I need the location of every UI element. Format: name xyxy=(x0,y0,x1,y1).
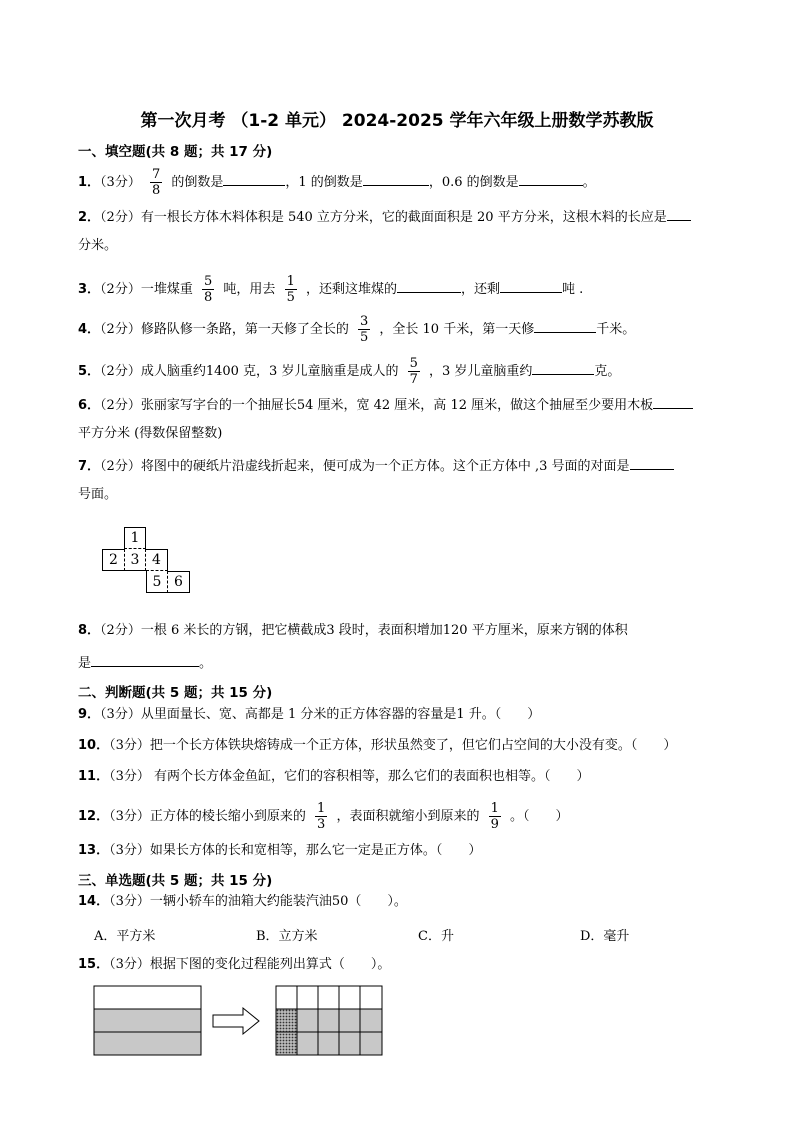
question-10: 10．（3分）把一个长方体铁块熔铸成一个正方体，形状虽然变了，但它们占空间的大小没有变。（ ） xyxy=(78,738,677,753)
fraction: $\frac{3}{5}$ xyxy=(359,314,369,345)
question-1: 1．（3分） $\frac{7}{8}$ 的倒数是 ，1 的倒数是 ，0.6 的倒数是 。 xyxy=(78,167,596,198)
net-face-3: 3 xyxy=(124,549,146,571)
option-b[interactable]: B．立方米 xyxy=(256,929,318,944)
question-8-cont: 是 。 xyxy=(78,652,212,674)
answer-blank[interactable] xyxy=(653,394,693,409)
question-8: 8．（2分）一根 6 米长的方钢，把它横截成3 段时，表面积增加120 平方厘米，原来方钢的体积 xyxy=(78,623,628,638)
cube-net-figure xyxy=(102,527,202,599)
fraction: $\frac{1}{5}$ xyxy=(286,274,295,305)
answer-blank[interactable] xyxy=(91,652,199,667)
question-5: 5．（2分）成人脑重约1400 克，3 岁儿童脑重是成人的 $\frac{5}{7}$ ，3 岁儿童脑重约 克。 xyxy=(78,356,621,387)
net-face-1: 1 xyxy=(124,527,146,549)
question-11: 11．（3分） 有两个长方体金鱼缸，它们的容积相等，那么它们的表面积也相等。（ ） xyxy=(78,769,590,784)
question-12: 12．（3分）正方体的棱长缩小到原来的 $\frac{1}{3}$ ，表面积就缩小到原来的 $\frac{1}{9}$ 。（ ） xyxy=(78,801,569,832)
fraction: $\frac{7}{8}$ xyxy=(151,167,161,198)
question-2: 2．（2分）有一根长方体木料体积是 540 立方分米，它的截面面积是 20 平方分米，这根木料的长应是 xyxy=(78,206,691,228)
question-9: 9．（3分）从里面量长、宽、高都是 1 分米的正方体容器的容量是1 升。（ ） xyxy=(78,707,541,722)
fraction: $\frac{5}{7}$ xyxy=(409,356,418,387)
section-heading-fill-blank: 一、填空题(共 8 题；共 17 分) xyxy=(78,144,273,160)
arrow-right-icon xyxy=(213,1008,259,1034)
answer-blank[interactable] xyxy=(519,171,583,186)
net-face-6: 6 xyxy=(168,571,190,593)
answer-blank[interactable] xyxy=(630,455,674,470)
question-14: 14．（3分）一辆小轿车的油箱大约能装汽油50（ ）。 xyxy=(78,894,407,909)
fraction: $\frac{1}{3}$ xyxy=(317,801,326,832)
answer-blank[interactable] xyxy=(534,318,596,333)
shaded-row xyxy=(94,1009,201,1032)
answer-blank[interactable] xyxy=(363,171,429,186)
net-face-2: 2 xyxy=(102,549,124,571)
option-c[interactable]: C．升 xyxy=(418,929,454,944)
question-4: 4．（2分）修路队修一条路，第一天修了全长的 $\frac{3}{5}$ ，全长 10 千米，第一天修 千米。 xyxy=(78,314,636,345)
fraction-change-figure xyxy=(93,985,388,1057)
fraction: $\frac{5}{8}$ xyxy=(203,274,213,305)
net-face-5: 5 xyxy=(146,571,168,593)
question-13: 13．（3分）如果长方体的长和宽相等，那么它一定是正方体。（ ） xyxy=(78,843,482,858)
answer-blank[interactable] xyxy=(532,360,594,375)
question-3: 3．（2分）一堆煤重 $\frac{5}{8}$ 吨，用去 $\frac{1}{5}$ ，还剩这堆煤的 ，还剩 吨 . xyxy=(78,274,584,305)
shaded-row xyxy=(94,1032,201,1055)
question-15: 15．（3分）根据下图的变化过程能列出算式（ ）。 xyxy=(78,957,391,972)
answer-blank[interactable] xyxy=(397,278,461,293)
net-face-4: 4 xyxy=(146,549,168,571)
answer-blank[interactable] xyxy=(223,171,285,186)
fraction: $\frac{1}{9}$ xyxy=(490,801,499,832)
answer-blank[interactable] xyxy=(500,278,562,293)
question-7: 7．（2分）将图中的硬纸片沿虚线折起来，便可成为一个正方体。这个正方体中 ,3 号面的对面是 xyxy=(78,455,674,477)
question-7-cont: 号面。 xyxy=(78,487,118,502)
question-6-cont: 平方分米 (得数保留整数) xyxy=(78,426,223,441)
question-6: 6．（2分）张丽家写字台的一个抽屉长54 厘米，宽 42 厘米，高 12 厘米，做这个抽屉至少要用木板 xyxy=(78,394,693,416)
option-d[interactable]: D．毫升 xyxy=(580,929,630,944)
question-2-cont: 分米。 xyxy=(78,238,118,253)
answer-blank[interactable] xyxy=(667,206,691,221)
section-heading-single-choice: 三、单选题(共 5 题；共 15 分) xyxy=(78,873,273,889)
section-heading-true-false: 二、判断题(共 5 题；共 15 分) xyxy=(78,685,273,701)
option-a[interactable]: A．平方米 xyxy=(94,929,156,944)
page-title: 第一次月考 （1-2 单元） 2024-2025 学年六年级上册数学苏教版 xyxy=(140,111,654,131)
